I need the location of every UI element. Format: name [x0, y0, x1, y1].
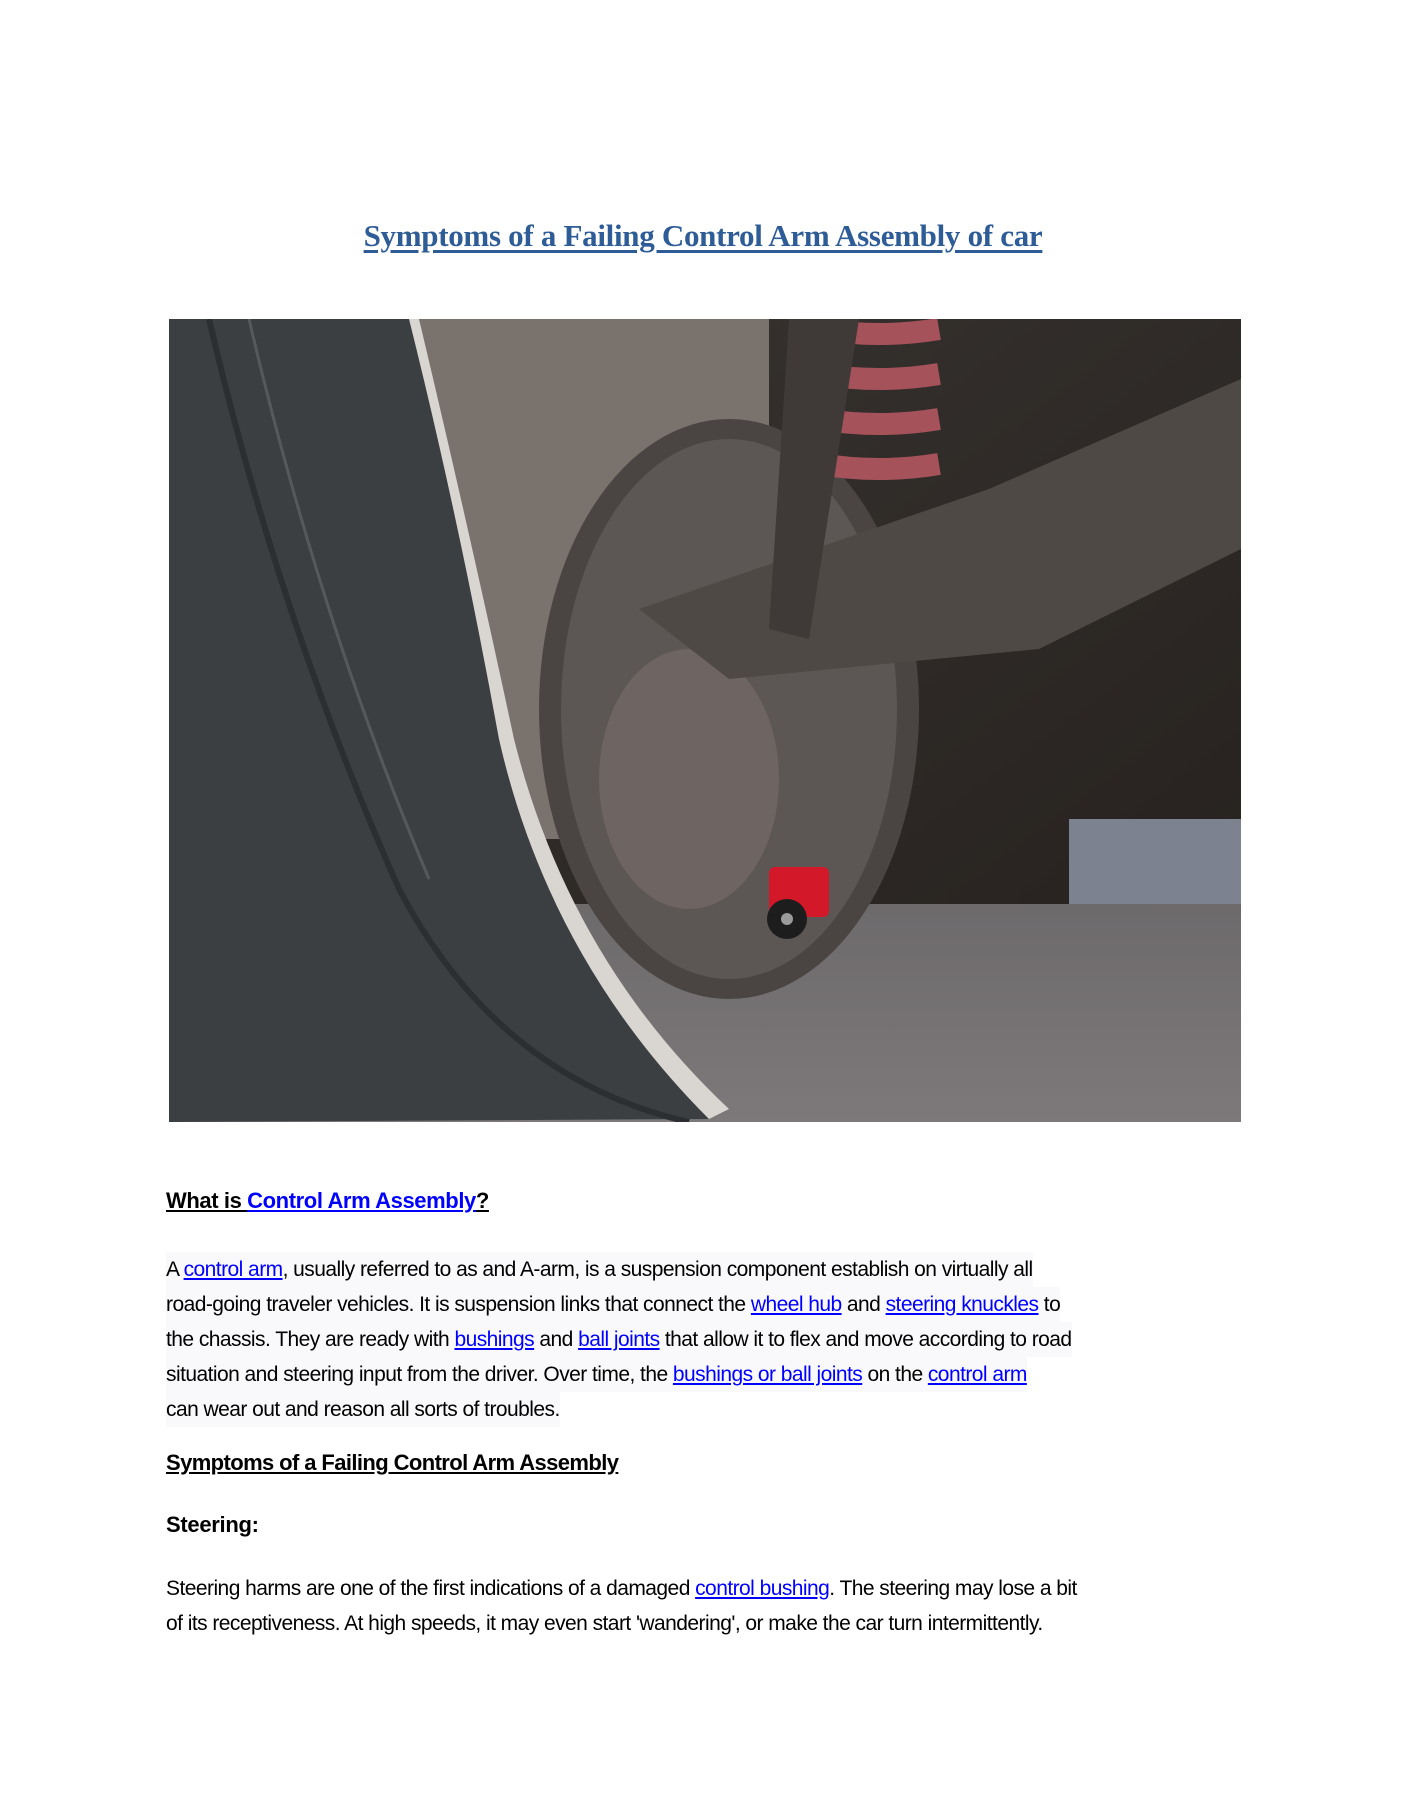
paragraph-line — [166, 1322, 1072, 1357]
text-run: the chassis. They are ready with — [166, 1328, 455, 1351]
inline-link[interactable]: control arm — [183, 1258, 283, 1281]
heading-symptoms: Symptoms of a Failing Control Arm Assembly — [166, 1450, 619, 1475]
paragraph-line — [166, 1357, 1027, 1392]
text-run: , usually referred to as and A-arm, is a suspension component establish on virtually all — [282, 1258, 1033, 1281]
paragraph-line — [166, 1252, 1033, 1287]
paragraph-line — [166, 1571, 1077, 1606]
text-run: on the — [862, 1363, 928, 1386]
car-suspension-photo — [169, 319, 1241, 1122]
inline-link[interactable]: bushings or ball joints — [672, 1363, 863, 1386]
paragraph-line — [166, 1392, 560, 1427]
inline-link[interactable]: steering knuckles — [885, 1293, 1039, 1316]
link-control-arm-assembly[interactable]: Control Arm Assembly — [247, 1188, 476, 1213]
heading-what-is — [166, 1188, 489, 1214]
paragraph-line — [166, 1606, 1043, 1641]
text-run: that allow it to flex and move according to road — [659, 1328, 1072, 1351]
inline-link[interactable]: control arm — [927, 1363, 1027, 1386]
paragraph-line — [166, 1287, 1060, 1322]
heading-what-is-prefix: What is — [166, 1188, 248, 1213]
inline-link[interactable]: ball joints — [578, 1328, 660, 1351]
paragraph-steering — [166, 1571, 1077, 1641]
text-run: Steering harms are one of the first indications of a damaged — [166, 1577, 696, 1600]
text-run: can wear out and reason all sorts of troubles. — [166, 1398, 560, 1421]
text-run: and — [534, 1328, 579, 1351]
page-title: Symptoms of a Failing Control Arm Assembly of car — [363, 218, 1043, 253]
photo-illustration — [169, 319, 1241, 1122]
text-run: road-going traveler vehicles. It is suspension links that connect the — [166, 1293, 751, 1316]
text-run: and — [841, 1293, 886, 1316]
text-run: to — [1038, 1293, 1061, 1316]
heading-steering: Steering: — [166, 1512, 259, 1537]
paragraph-what-is — [166, 1252, 1072, 1427]
text-run: . The steering may lose a bit — [829, 1577, 1077, 1600]
inline-link[interactable]: bushings — [454, 1328, 535, 1351]
inline-link[interactable]: control bushing — [695, 1577, 830, 1600]
text-run: situation and steering input from the driver. Over time, the — [166, 1363, 673, 1386]
text-run: of its receptiveness. At high speeds, it may even start 'wandering', or make the car turn intermittently. — [166, 1612, 1043, 1635]
heading-what-is-suffix: ? — [475, 1188, 489, 1213]
text-run: A — [166, 1258, 184, 1281]
inline-link[interactable]: wheel hub — [750, 1293, 842, 1316]
